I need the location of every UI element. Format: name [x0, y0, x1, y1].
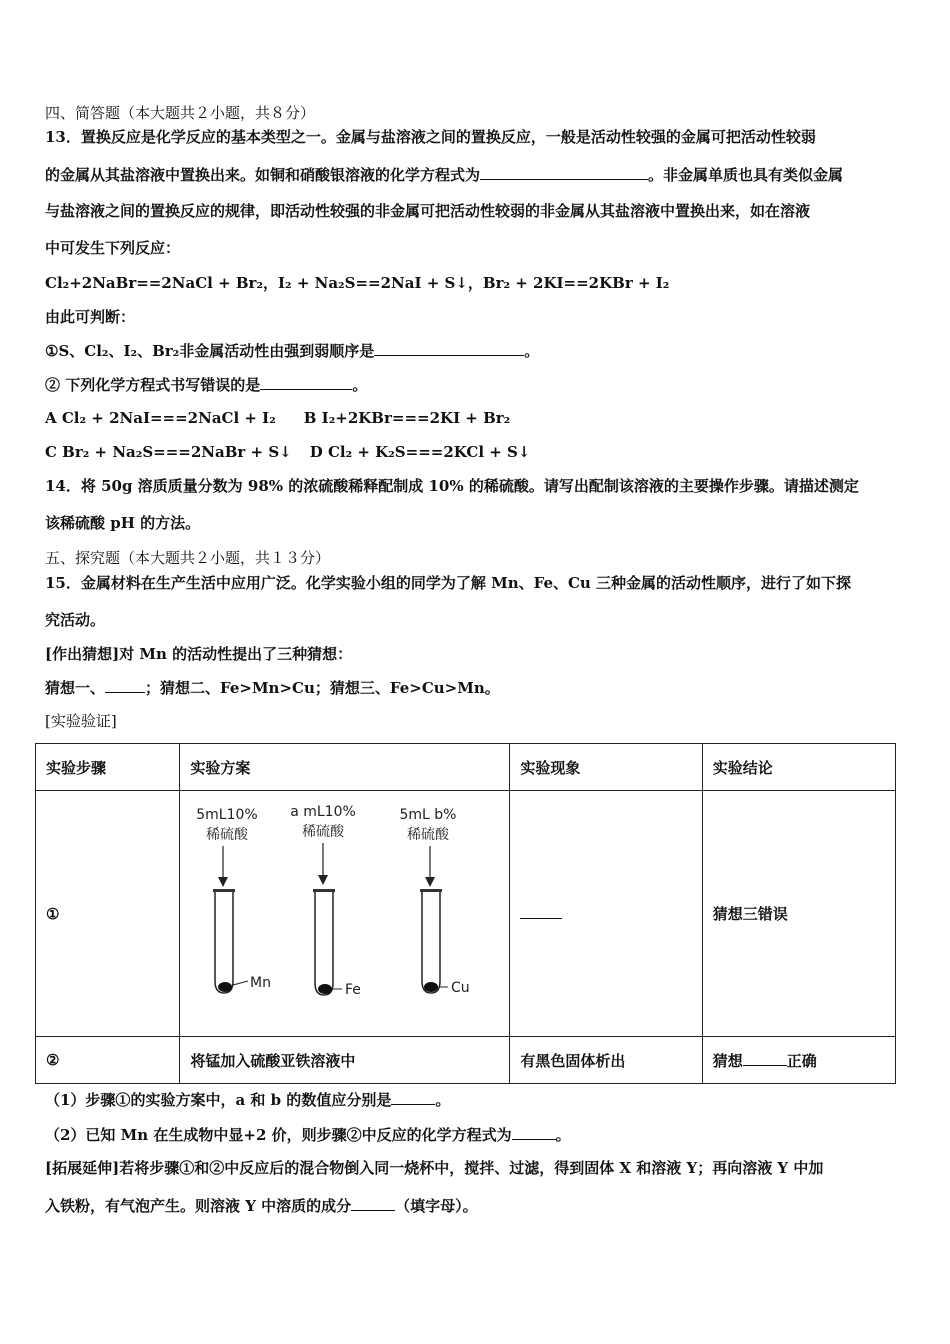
q13-line-3: 与盐溶液之间的置换反应的规律，即活动性较强的非金属可把活动性较弱的非金属从其盐溶液中置换出来，如在溶液 — [45, 202, 811, 220]
tube2-metal-label: Fe — [345, 982, 362, 998]
row2-plan: 将锰加入硫酸亚铁溶液中 — [180, 1037, 510, 1084]
test-tubes-diagram — [180, 791, 509, 1036]
tube3-acid-name: 稀硫酸 — [407, 827, 450, 843]
q13-judge: 由此可判断： — [45, 308, 136, 326]
q13-line-2: 的金属从其盐溶液中置换出来。如铜和硝酸银溶液的化学方程式为 。非金属单质也具有类似金属 — [45, 166, 844, 184]
extension-line-1: [拓展延伸]若将步骤①和②中反应后的混合物倒入同一烧杯中，搅拌、过滤，得到固体 X 和溶液 Y；再向溶液 Y 中加 — [45, 1159, 824, 1177]
table-header-row — [36, 744, 896, 791]
metal-sample-icon — [424, 982, 438, 992]
tube1-acid-name: 稀硫酸 — [206, 827, 249, 843]
header-plan: 实验方案 — [180, 744, 510, 791]
q14-line-2: 该稀硫酸 pH 的方法。 — [45, 514, 201, 532]
answer-blank[interactable] — [512, 1125, 556, 1140]
test-tube-icon — [422, 892, 440, 993]
tube2-rim — [313, 889, 335, 892]
q13-part-1: ①S、Cl₂、I₂、Br₂非金属活动性由强到弱顺序是 。 — [45, 342, 540, 360]
arrow-head-icon — [425, 877, 435, 887]
answer-blank[interactable] — [520, 904, 562, 919]
header-phenomenon: 实验现象 — [510, 744, 702, 791]
answer-blank[interactable] — [743, 1051, 787, 1066]
guess-intro: [作出猜想]对 Mn 的活动性提出了三种猜想： — [45, 645, 353, 663]
test-tube-icon — [315, 892, 333, 995]
answer-blank[interactable] — [105, 678, 145, 693]
tube1-rim — [213, 889, 235, 892]
table-row — [36, 791, 896, 1037]
sub-question-2: （2）已知 Mn 在生成物中显+2 价，则步骤②中反应的化学方程式为 。 — [45, 1126, 571, 1144]
tube3-metal-label: Cu — [451, 980, 471, 996]
row1-conclusion: 猜想三错误 — [702, 791, 895, 1037]
answer-blank[interactable] — [374, 341, 524, 356]
metal-sample-icon — [218, 982, 232, 992]
option-a[interactable]: A Cl₂ + 2NaI===2NaCl + I₂ — [45, 409, 276, 427]
answer-blank[interactable] — [351, 1196, 395, 1211]
label-pointer — [233, 981, 248, 985]
q13-reactions: Cl₂+2NaBr==2NaCl + Br₂，I₂ + Na₂S==2NaI + S↓，Br₂ + 2KI==2KBr + I₂ — [45, 274, 670, 292]
answer-blank[interactable] — [391, 1090, 435, 1105]
tube3-rim — [420, 889, 442, 892]
option-d[interactable]: D Cl₂ + K₂S===2KCl + S↓ — [309, 443, 531, 461]
row2-phenomenon: 有黑色固体析出 — [510, 1037, 702, 1084]
q13-line-4: 中可发生下列反应： — [45, 239, 181, 257]
arrow-head-icon — [218, 877, 228, 887]
row2-step: ② — [36, 1037, 180, 1084]
tube3-acid-amount: 5mL b% — [399, 807, 457, 823]
verify-heading: [实验验证] — [45, 712, 117, 730]
guesses: 猜想一、 ；猜想二、Fe>Mn>Cu；猜想三、Fe>Cu>Mn。 — [45, 679, 500, 697]
table-row — [36, 1037, 896, 1084]
q13-part-2: ② 下列化学方程式书写错误的是 。 — [45, 376, 368, 394]
q13-options-cd — [45, 443, 530, 461]
sub-question-1: （1）步骤①的实验方案中，a 和 b 的数值应分别是 。 — [45, 1091, 451, 1109]
test-tube-icon — [215, 892, 233, 993]
answer-blank[interactable] — [480, 165, 648, 180]
row1-plan — [180, 791, 510, 1037]
tube2-acid-name: 稀硫酸 — [302, 824, 345, 840]
row1-phenomenon — [510, 791, 702, 1037]
metal-sample-icon — [318, 984, 332, 994]
row1-step: ① — [36, 791, 180, 1037]
q15-line-2: 究活动。 — [45, 611, 106, 629]
answer-blank[interactable] — [260, 375, 352, 390]
extension-line-2: 入铁粉，有气泡产生。则溶液 Y 中溶质的成分 （填字母）。 — [45, 1197, 478, 1215]
section-4-heading: 四、简答题（本大题共２小题，共８分） — [45, 104, 316, 122]
header-conclusion: 实验结论 — [702, 744, 895, 791]
option-c[interactable]: C Br₂ + Na₂S===2NaBr + S↓ — [45, 443, 292, 461]
q15-line-1: 15．金属材料在生产生活中应用广泛。化学实验小组的同学为了解 Mn、Fe、Cu 三种金属的活动性顺序，进行了如下探 — [45, 574, 852, 592]
tube1-metal-label: Mn — [250, 975, 272, 991]
tube2-acid-amount: a mL10% — [290, 804, 357, 820]
option-b[interactable]: B I₂+2KBr===2KI + Br₂ — [303, 409, 511, 427]
row2-conclusion: 猜想 正确 — [702, 1037, 895, 1084]
arrow-head-icon — [318, 875, 328, 885]
section-5-heading: 五、探究题（本大题共２小题，共１３分） — [45, 549, 331, 567]
q13-line-1: 13．置换反应是化学反应的基本类型之一。金属与盐溶液之间的置换反应，一般是活动性较强的金属可把活动性较弱 — [45, 128, 816, 146]
tube1-acid-amount: 5mL10% — [196, 807, 259, 823]
q14-line-1: 14．将 50g 溶质质量分数为 98% 的浓硫酸稀释配制成 10% 的稀硫酸。请写出配制该溶液的主要操作步骤。请描述测定 — [45, 477, 859, 495]
header-step: 实验步骤 — [36, 744, 180, 791]
q13-options-ab — [45, 409, 510, 427]
experiment-table — [35, 743, 896, 1084]
